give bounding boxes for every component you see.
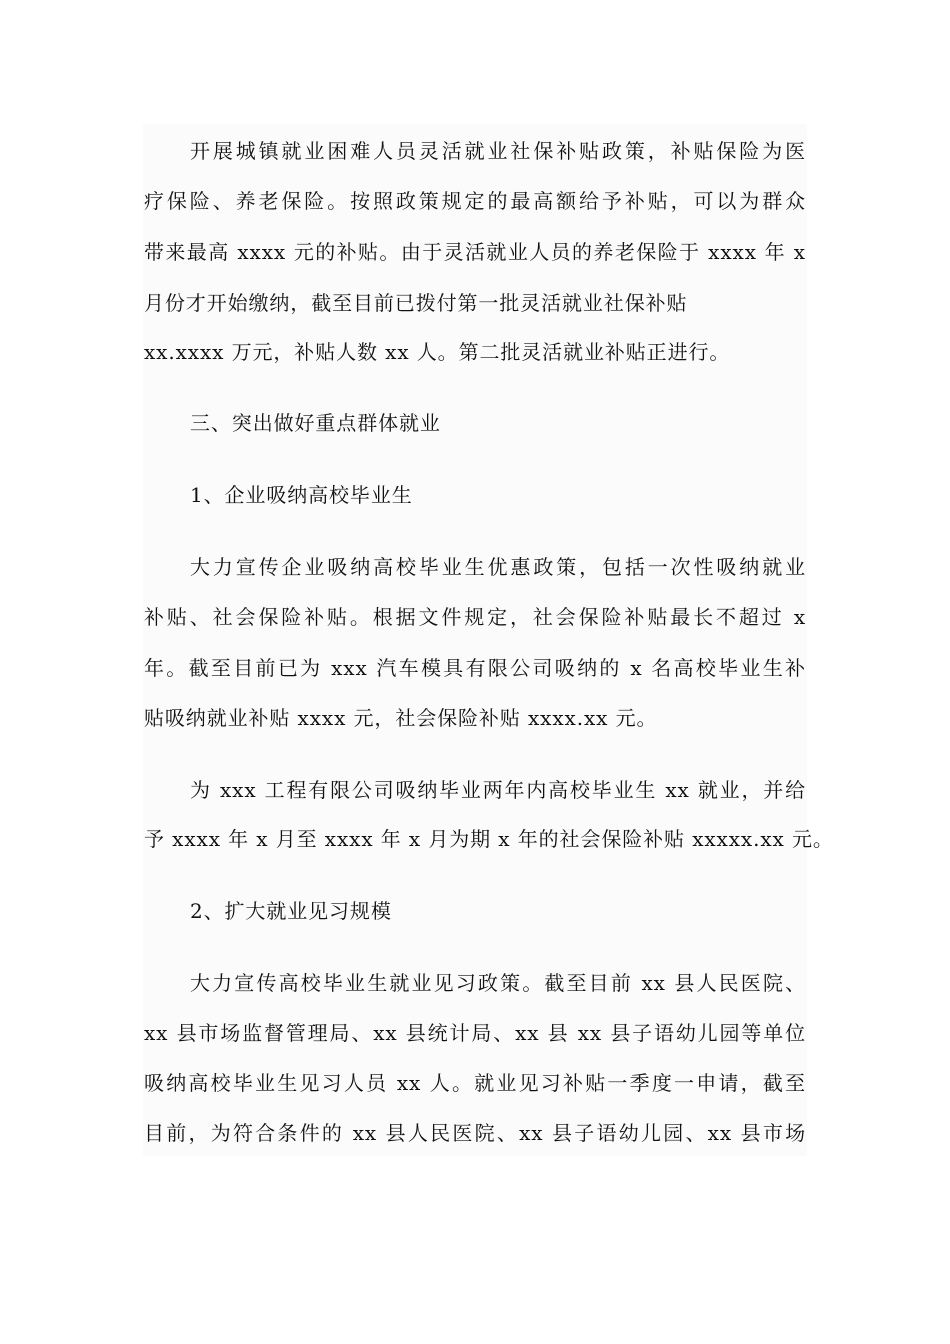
paragraph-line: 大力宣传高校毕业生就业见习政策。截至目前 xx 县人民医院、 — [190, 971, 806, 995]
paragraph-line: 带来最高 xxxx 元的补贴。由于灵活就业人员的养老保险于 xxxx 年 x — [144, 240, 806, 264]
paragraph-line: 为 xxx 工程有限公司吸纳毕业两年内高校毕业生 xx 就业，并给 — [190, 778, 806, 802]
paragraph-line: 目前，为符合条件的 xx 县人民医院、xx 县子语幼儿园、xx 县市场 — [144, 1121, 806, 1145]
paragraph-line: 吸纳高校毕业生见习人员 xx 人。就业见习补贴一季度一申请，截至 — [144, 1071, 806, 1095]
section-heading: 三、突出做好重点群体就业 — [190, 411, 441, 435]
paragraph-line: 疗保险、养老保险。按照政策规定的最高额给予补贴，可以为群众 — [144, 189, 806, 213]
paragraph-line: 月份才开始缴纳，截至目前已拨付第一批灵活就业社保补贴 — [144, 291, 688, 315]
text-block — [143, 124, 834, 1156]
paragraph-line: 开展城镇就业困难人员灵活就业社保补贴政策，补贴保险为医 — [190, 139, 806, 163]
paragraph-line: 大力宣传企业吸纳高校毕业生优惠政策，包括一次性吸纳就业 — [190, 555, 806, 579]
paragraph-line: 予 xxxx 年 x 月至 xxxx 年 x 月为期 x 年的社会保险补贴 xxxxx.xx 元。 — [144, 827, 834, 851]
paragraph-line: 年。截至目前已为 xxx 汽车模具有限公司吸纳的 x 名高校毕业生补 — [144, 656, 806, 680]
paragraph-line: 补贴、社会保险补贴。根据文件规定，社会保险补贴最长不超过 x — [144, 605, 806, 629]
subheading: 1、企业吸纳高校毕业生 — [190, 483, 413, 507]
subheading: 2、扩大就业见习规模 — [190, 899, 392, 923]
paragraph-line: xx 县市场监督管理局、xx 县统计局、xx 县 xx 县子语幼儿园等单位 — [144, 1021, 806, 1045]
paragraph-line: 贴吸纳就业补贴 xxxx 元，社会保险补贴 xxxx.xx 元。 — [144, 706, 658, 730]
paragraph-line: xx.xxxx 万元，补贴人数 xx 人。第二批灵活就业补贴正进行。 — [144, 340, 731, 364]
